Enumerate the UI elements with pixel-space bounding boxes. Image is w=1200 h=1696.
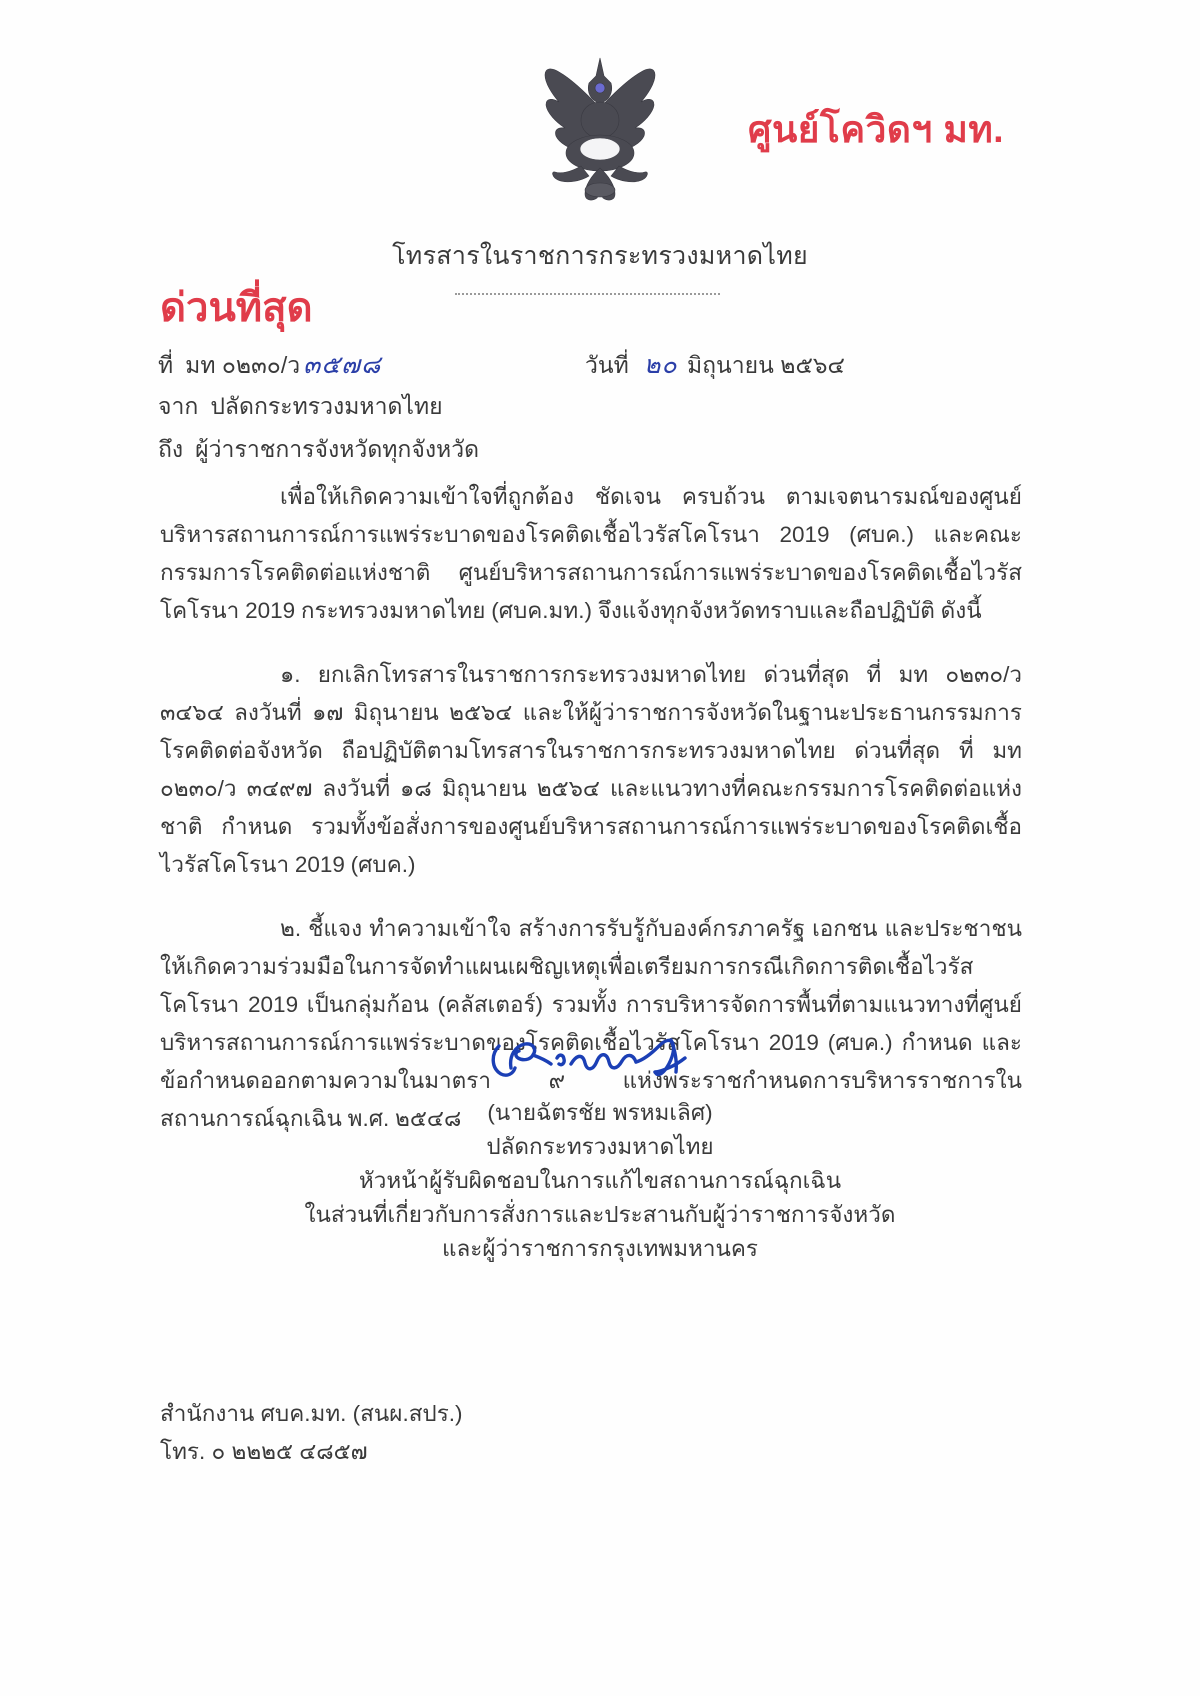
to-line (158, 432, 479, 468)
from-value: ปลัดกระทรวงมหาดไทย (210, 393, 443, 419)
date-year: ๒๕๖๔ (780, 352, 845, 378)
date-label: วันที่ (585, 352, 629, 378)
date-month: มิถุนายน (686, 352, 774, 378)
reference-number-handwritten: ๓๕๗๘ (303, 350, 382, 379)
handwritten-signature (485, 1028, 715, 1090)
date-day-handwritten: ๒๐ (643, 350, 678, 379)
reference-prefix: มท ๐๒๓๐/ว (185, 352, 301, 378)
to-value: ผู้ว่าราชการจังหวัดทุกจังหวัด (195, 436, 480, 462)
footer-phone: โทร. ๐ ๒๒๒๕ ๔๘๕๗ (160, 1439, 368, 1464)
covid-center-stamp: ศูนย์โควิดฯ มท. (748, 109, 1005, 150)
paragraph-intro: เพื่อให้เกิดความเข้าใจที่ถูกต้อง ชัดเจน ครบถ้วน ตามเจตนารมณ์ของศูนย์บริหารสถานการณ์การแพร่ระบาดของโรคติดเชื้อไวรัสโคโรนา 2019 (ศบค.) และคณะกรรมการโรคติดต่อแห่งชาติ ศูนย์บริหารสถานการณ์การแพร่ระบาดของโรคติดเชื้อไวรัสโคโรนา 2019 กระทรวงมหาดไทย (ศบค.มท.) จึงแจ้งทุกจังหวัดทราบและถือปฏิบัติ ดังนี้ (160, 484, 1022, 623)
emblem-container (505, 50, 695, 210)
from-line (158, 389, 443, 425)
signer-role-line-3: และผู้ว่าราชการกรุงเทพมหานคร (441, 1236, 759, 1261)
footer-block (160, 1395, 463, 1471)
garuda-emblem (525, 50, 675, 210)
reference-line (158, 345, 384, 385)
urgency-label: ด่วนที่สุด (160, 286, 313, 330)
signer-position: ปลัดกระทรวงมหาดไทย (486, 1134, 714, 1159)
document-title: โทรสารในราชการกระทรวงมหาดไทย (392, 242, 808, 270)
paragraph-item-1: ๑. ยกเลิกโทรสารในราชการกระทรวงมหาดไทย ด่วนที่สุด ที่ มท ๐๒๓๐/ว ๓๔๖๔ ลงวันที่ ๑๗ มิถุนายน ๒๕๖๔ และให้ผู้ว่าราชการจังหวัดในฐานะประธานกรรมการโรคติดต่อจังหวัด ถือปฏิบัติตามโทรสารในราชการกระทรวงมหาดไทย ด่วนที่สุด ที่ มท ๐๒๓๐/ว ๓๔๙๗ ลงวันที่ ๑๘ มิถุนายน ๒๕๖๔ และแนวทางที่คณะกรรมการโรคติดต่อแห่งชาติ กำหนด รวมทั้งข้อสั่งการของศูนย์บริหารสถานการณ์การแพร่ระบาดของโรคติดเชื้อไวรัสโคโรนา 2019 (ศบค.) (160, 662, 1022, 877)
paragraph-item-2: ๒. ชี้แจง ทำความเข้าใจ สร้างการรับรู้กับองค์กรภาครัฐ เอกชน และประชาชน ให้เกิดความร่วมมือในการจัดทำแผนเผชิญเหตุเพื่อเตรียมการกรณีเกิดการติดเชื้อไวรัสโคโรนา 2019 เป็นกลุ่มก้อน (คลัสเตอร์) รวมทั้ง การบริหารจัดการพื้นที่ตามแนวทางที่ศูนย์บริหารสถานการณ์การแพร่ระบาดของโรคติดเชื้อไวรัสโคโรนา 2019 (ศบค.) กำหนด และข้อกำหนดออกตามความในมาตรา ๙ แห่งพระราชกำหนดการบริหารราชการในสถานการณ์ฉุกเฉิน พ.ศ. ๒๕๔๘ (160, 916, 1022, 1131)
signature-block (0, 1028, 1200, 1266)
footer-office: สำนักงาน ศบค.มท. (สนผ.สปร.) (160, 1401, 463, 1426)
title-dotted-rule (455, 292, 720, 295)
date-line (585, 345, 845, 385)
signer-name: (นายฉัตรชัย พรหมเลิศ) (487, 1100, 713, 1125)
reference-label: ที่ (158, 352, 174, 378)
signer-role-line-2: ในส่วนที่เกี่ยวกับการสั่งการและประสานกับผู้ว่าราชการจังหวัด (304, 1202, 896, 1227)
from-label: จาก (158, 393, 199, 419)
signer-role-line-1: หัวหน้าผู้รับผิดชอบในการแก้ไขสถานการณ์ฉุกเฉิน (358, 1168, 842, 1193)
to-label: ถึง (158, 436, 184, 462)
